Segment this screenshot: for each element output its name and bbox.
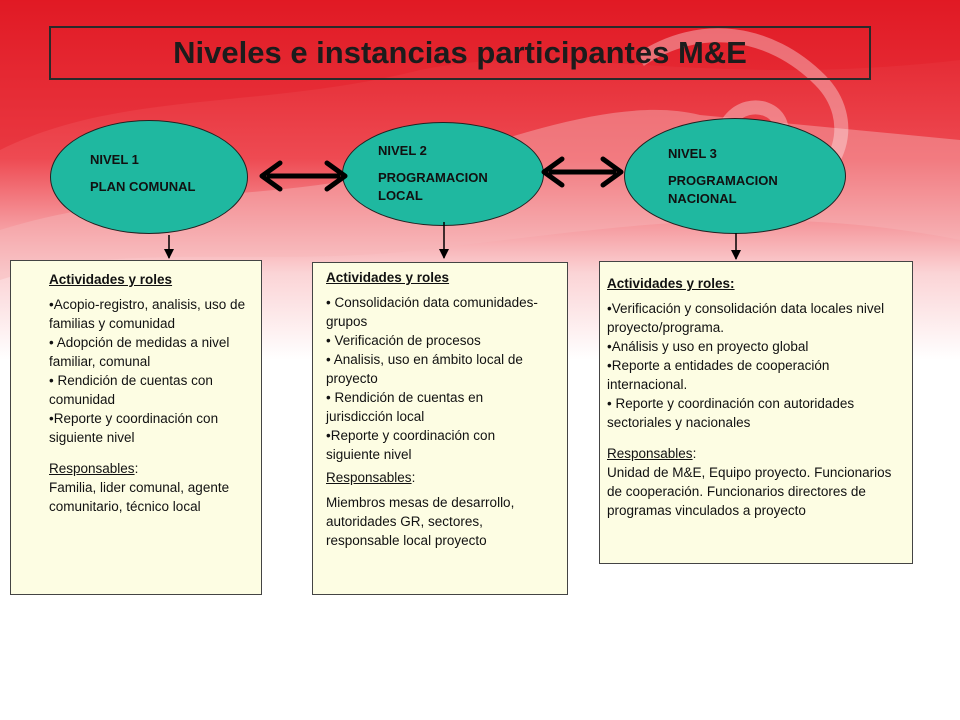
level-1-activities-text	[49, 270, 254, 516]
box-1-resp-label-text: Responsables	[49, 461, 135, 476]
box-3-item: •Verificación y consolidación data locales nivel proyecto/programa.	[607, 301, 885, 335]
level-3-name-line2: NACIONAL	[668, 191, 737, 206]
box-2-resp-label-text: Responsables	[326, 470, 412, 485]
double-arrow-level2-level3	[544, 159, 621, 185]
level-2-name-line2: LOCAL	[378, 188, 423, 203]
box-1-resp-colon: :	[134, 461, 139, 476]
box-3-item: • Reporte y coordinación con autoridades sectoriales y nacionales	[607, 396, 855, 430]
box-3-header: Actividades y roles:	[607, 276, 735, 291]
box-2-item: • Verificación de procesos	[326, 333, 481, 348]
box-1-item: • Rendición de cuentas con comunidad	[49, 373, 213, 407]
level-2-activities-text	[326, 268, 552, 550]
box-3-item: •Análisis y uso en proyecto global	[607, 339, 809, 354]
box-3-responsables-label	[607, 444, 903, 463]
level-2-title: NIVEL 2	[378, 143, 427, 158]
box-2-item: •Reporte y coordinación con siguiente nivel	[326, 428, 496, 462]
box-1-item: •Reporte y coordinación con siguiente nivel	[49, 411, 219, 445]
level-3-title: NIVEL 3	[668, 146, 717, 161]
page-title: Niveles e instancias participantes M&E	[173, 35, 747, 70]
box-2-item: • Consolidación data comunidades-grupos	[326, 295, 538, 329]
box-3-item: •Reporte a entidades de cooperación internacional.	[607, 358, 830, 392]
box-2-responsables: Miembros mesas de desarrollo, autoridades GR, sectores, responsable local proyecto	[326, 495, 515, 548]
box-1-responsables-label	[49, 459, 254, 478]
level-1-title: NIVEL 1	[90, 152, 139, 167]
box-2-item: • Analisis, uso en ámbito local de proyecto	[326, 352, 523, 386]
box-2-responsables-label	[326, 468, 552, 487]
box-1-item: •Acopio-registro, analisis, uso de familias y comunidad	[49, 297, 246, 331]
box-1-item: • Adopción de medidas a nivel familiar, comunal	[49, 335, 230, 369]
box-3-resp-label-text: Responsables	[607, 446, 693, 461]
box-2-resp-colon: :	[411, 470, 416, 485]
box-1-header: Actividades y roles	[49, 272, 173, 287]
level-2-name-line1: PROGRAMACION	[378, 170, 488, 185]
box-2-item: • Rendición de cuentas en jurisdicción local	[326, 390, 484, 424]
box-2-header: Actividades y roles	[326, 270, 450, 285]
box-1-responsables: Familia, lider comunal, agente comunitario, técnico local	[49, 480, 230, 514]
box-3-responsables: Unidad de M&E, Equipo proyecto. Funcionarios de cooperación. Funcionarios directores de programas vinculados a proyecto	[607, 465, 892, 518]
level-3-activities-text	[607, 274, 903, 520]
level-1-name: PLAN COMUNAL	[90, 179, 196, 194]
double-arrow-level1-level2	[262, 163, 345, 189]
box-3-resp-colon: :	[692, 446, 697, 461]
level-3-name-line1: PROGRAMACION	[668, 173, 778, 188]
